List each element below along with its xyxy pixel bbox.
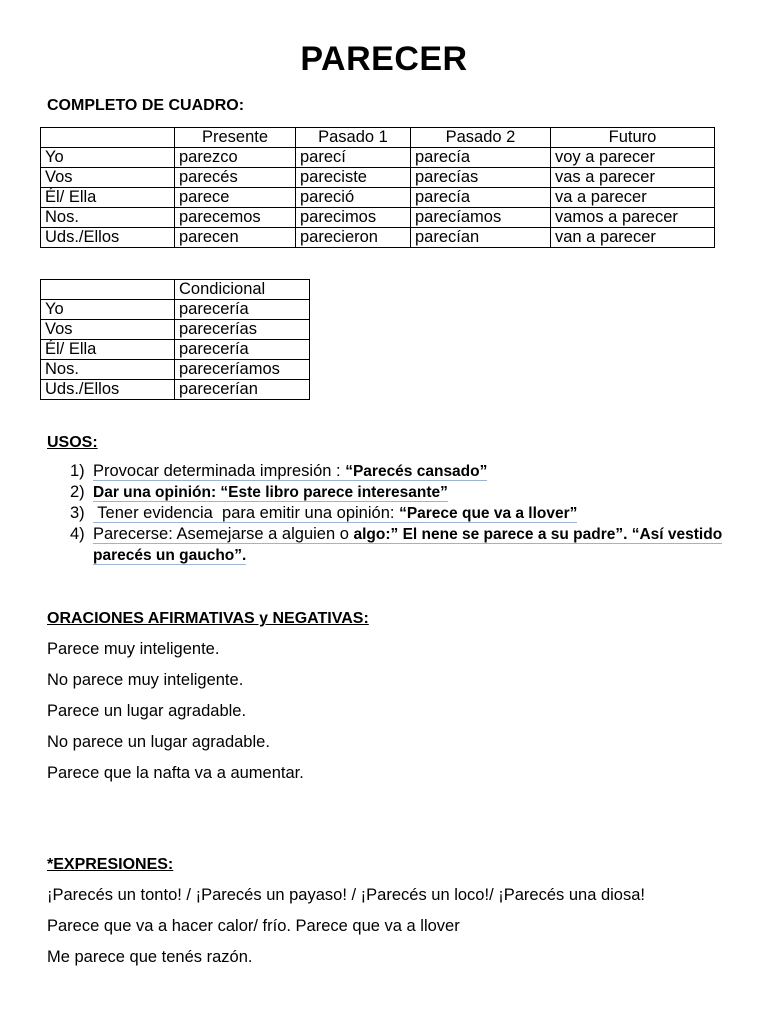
list-item	[70, 482, 730, 503]
sentence: No parece un lugar agradable.	[47, 733, 270, 751]
table-header-cell: Pasado 1	[296, 128, 411, 148]
sentence: Parece un lugar agradable.	[47, 702, 247, 720]
conditional-table	[40, 279, 310, 400]
table-row	[41, 208, 715, 228]
list-item	[70, 461, 730, 482]
table-cell: parecía	[411, 148, 551, 168]
table-cell: Uds./Ellos	[41, 380, 175, 400]
table-row	[41, 188, 715, 208]
table-row	[41, 168, 715, 188]
table-cell: pareceríamos	[175, 360, 310, 380]
table-row	[41, 380, 310, 400]
usage-example	[93, 504, 577, 523]
sentence: No parece muy inteligente.	[47, 671, 244, 689]
table-header-row	[41, 128, 715, 148]
table-cell: parecían	[411, 228, 551, 248]
table-cell: parecía	[411, 188, 551, 208]
page-title: PARECER	[300, 40, 468, 78]
expression-line: Parece que va a hacer calor/ frío. Parece que va a llover	[47, 917, 460, 935]
table-row	[41, 228, 715, 248]
table-header-cell	[41, 280, 175, 300]
table-cell: Uds./Ellos	[41, 228, 175, 248]
table-header-cell: Futuro	[551, 128, 715, 148]
sentence: Parece que la nafta va a aumentar.	[47, 764, 304, 782]
table-row	[41, 360, 310, 380]
usage-text: Parecerse: Asemejarse a alguien o	[93, 525, 354, 543]
table-cell: Él/ Ella	[41, 188, 175, 208]
table-cell: pareciste	[296, 168, 411, 188]
list-number: 4)	[70, 525, 85, 543]
usage-example-text: “Parecés cansado”	[345, 463, 488, 480]
table-header-cell	[41, 128, 175, 148]
conjugation-table	[40, 127, 715, 248]
table-cell: parecieron	[296, 228, 411, 248]
usage-example-text: algo:” El nene se parece a su padre”. “Así vestido parecés un gaucho”.	[93, 526, 723, 564]
usage-text: Provocar determinada impresión :	[93, 462, 346, 480]
table-cell: parecemos	[175, 208, 296, 228]
usage-example	[93, 462, 487, 481]
table-row	[41, 320, 310, 340]
table-row	[41, 300, 310, 320]
table-cell: vas a parecer	[551, 168, 715, 188]
table-cell: Yo	[41, 300, 175, 320]
table-cell: parecerías	[175, 320, 310, 340]
table-header-cell: Pasado 2	[411, 128, 551, 148]
table-cell: parece	[175, 188, 296, 208]
usage-text: Tener evidencia para emitir una opinión:	[93, 504, 400, 522]
table-cell: parecíamos	[411, 208, 551, 228]
table-cell: parecen	[175, 228, 296, 248]
table-cell: parecí	[296, 148, 411, 168]
table-cell: parecías	[411, 168, 551, 188]
usage-example-text: Dar una opinión: “Este libro parece interesante”	[93, 484, 448, 501]
table-cell: Nos.	[41, 208, 175, 228]
usage-example-text: “Parece que va a llover”	[399, 505, 578, 522]
table-cell: van a parecer	[551, 228, 715, 248]
list-number: 2)	[70, 483, 85, 501]
list-number: 1)	[70, 462, 85, 480]
oraciones-heading: ORACIONES AFIRMATIVAS y NEGATIVAS:	[47, 610, 369, 627]
table-header-cell: Condicional	[175, 280, 310, 300]
table-cell: Él/ Ella	[41, 340, 175, 360]
table-cell: Nos.	[41, 360, 175, 380]
usos-heading: USOS:	[47, 434, 98, 451]
expression-line: ¡Parecés un tonto! / ¡Parecés un payaso! / ¡Parecés un loco!/ ¡Parecés una diosa!	[47, 886, 645, 904]
table-row	[41, 148, 715, 168]
table-cell: parecería	[175, 300, 310, 320]
expresiones-heading: *EXPRESIONES:	[47, 856, 174, 873]
table-cell: Vos	[41, 320, 175, 340]
expression-line: Me parece que tenés razón.	[47, 948, 253, 966]
sentence: Parece muy inteligente.	[47, 640, 220, 658]
table-cell: va a parecer	[551, 188, 715, 208]
list-item	[70, 524, 730, 566]
table-row	[41, 340, 310, 360]
list-number: 3)	[70, 504, 85, 522]
table-cell: voy a parecer	[551, 148, 715, 168]
cuadro-heading: COMPLETO DE CUADRO:	[47, 97, 245, 114]
usage-example	[93, 483, 448, 502]
table-cell: parezco	[175, 148, 296, 168]
table-cell: vamos a parecer	[551, 208, 715, 228]
table-cell: parecimos	[296, 208, 411, 228]
table-cell: parecerían	[175, 380, 310, 400]
table-cell: Yo	[41, 148, 175, 168]
table-cell: Vos	[41, 168, 175, 188]
table-header-row	[41, 280, 310, 300]
table-cell: parecería	[175, 340, 310, 360]
table-header-cell: Presente	[175, 128, 296, 148]
list-item	[70, 503, 730, 524]
usage-example	[93, 525, 722, 565]
table-cell: parecés	[175, 168, 296, 188]
table-cell: pareció	[296, 188, 411, 208]
usos-list	[70, 461, 730, 566]
